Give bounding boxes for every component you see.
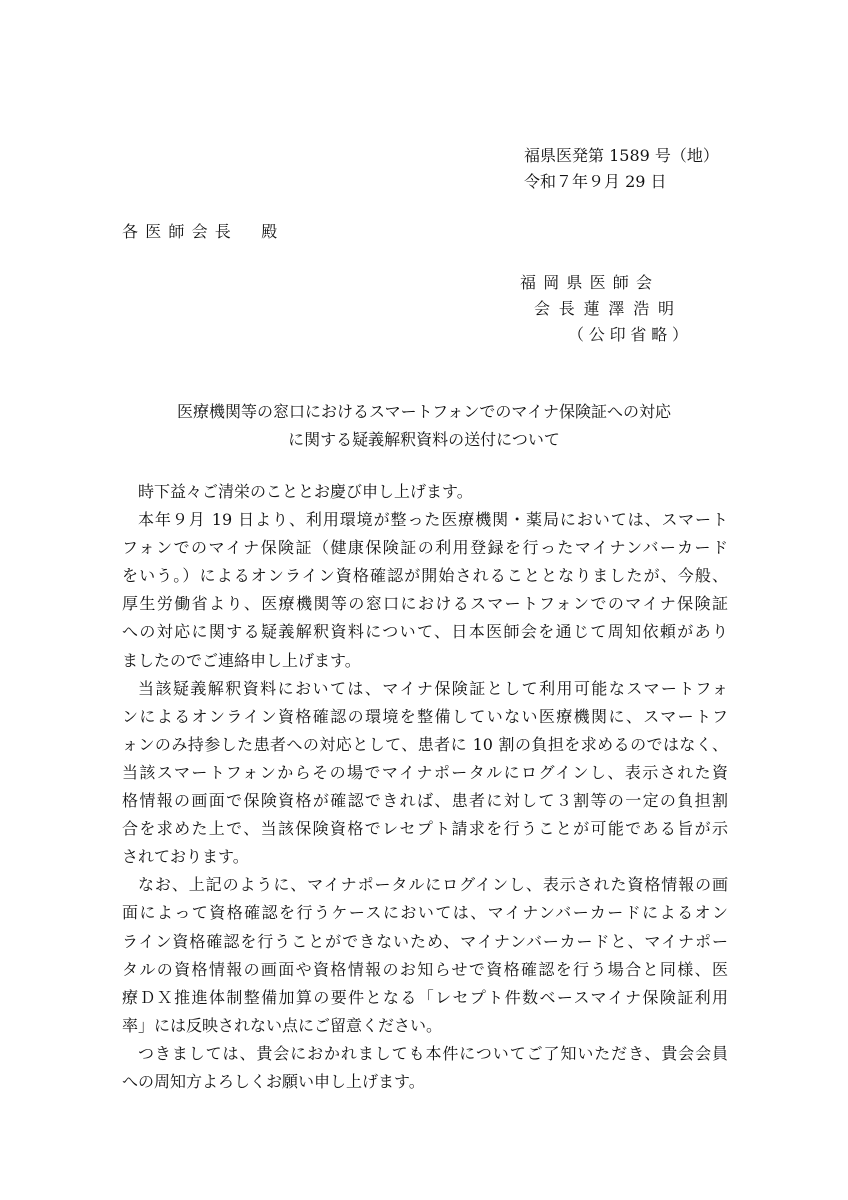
addressee: 各医師会長 殿	[122, 222, 285, 241]
body-line: つきましては、貴会におかれましても本件についてご了知いただき、貴会会員	[138, 1043, 728, 1063]
body-line: 率」には反映されない点にご留意ください。	[122, 1015, 443, 1035]
letter-body	[122, 478, 728, 1096]
body-line: ライン資格確認を行うことができないため、マイナンバーカードと、マイナポー	[122, 931, 728, 951]
body-line: 本年９月 19 日より、利用環境が整った医療機関・薬局においては、スマート	[138, 510, 728, 530]
document-date: 令和７年９月 29 日	[524, 172, 667, 191]
reference-number: 福県医発第 1589 号（地）	[524, 146, 719, 165]
paragraph	[122, 871, 728, 1040]
body-line: 当該スマートフォンからその場でマイナポータルにログインし、表示された資	[122, 762, 728, 782]
paragraph	[122, 675, 728, 872]
seal-omitted-note: （公印省略）	[568, 325, 693, 344]
body-line: タルの資格情報の画面や資格情報のお知らせで資格確認を行う場合と同様、医	[122, 959, 728, 979]
subject-title	[0, 398, 848, 454]
paragraph	[122, 506, 728, 675]
body-line: ましたのでご連絡申し上げます。	[122, 650, 361, 670]
subject-line: に関する疑義解釈資料の送付について	[288, 430, 560, 449]
subject-line: 医療機関等の窓口におけるスマートフォンでのマイナ保険証への対応	[176, 402, 672, 421]
sender-president: 会長蓮澤浩明	[534, 299, 683, 318]
body-line: フォンでのマイナ保険証（健康保険証の利用登録を行ったマイナンバーカード	[122, 538, 728, 558]
body-line: 療ＤＸ推進体制整備加算の要件となる「レセプト件数ベースマイナ保険証利用	[122, 987, 728, 1007]
body-line: 厚生労働省より、医療機関等の窓口におけるスマートフォンでのマイナ保険証	[122, 594, 728, 614]
body-line: ォンのみ持参した患者への対応として、患者に 10 割の負担を求めるのではなく、	[122, 734, 728, 754]
document-header	[524, 143, 719, 195]
body-line: 合を求めた上で、当該保険資格でレセプト請求を行うことが可能である旨が示	[122, 819, 728, 839]
paragraph	[122, 478, 728, 506]
sender-block	[520, 270, 693, 348]
body-line: 格情報の画面で保険資格が確認できれば、患者に対して３割等の一定の負担割	[122, 791, 728, 811]
body-line: なお、上記のように、マイナポータルにログインし、表示された資格情報の画	[138, 875, 728, 895]
body-line: ンによるオンライン資格確認の環境を整備していない医療機関に、スマートフ	[122, 706, 728, 726]
body-line: 面によって資格確認を行うケースにおいては、マイナンバーカードによるオン	[122, 903, 728, 923]
body-line: をいう。）によるオンライン資格確認が開始されることとなりましたが、今般、	[122, 566, 728, 586]
body-line: 当該疑義解釈資料においては、マイナ保険証として利用可能なスマートフォ	[138, 678, 728, 698]
body-line: されております。	[122, 847, 249, 867]
sender-organization: 福岡県医師会	[520, 273, 660, 292]
body-line: 時下益々ご清栄のこととお慶び申し上げます。	[138, 482, 473, 501]
paragraph	[122, 1040, 728, 1096]
body-line: への対応に関する疑義解釈資料について、日本医師会を通じて周知依頼があり	[122, 622, 728, 642]
body-line: への周知方よろしくお願い申し上げます。	[122, 1071, 425, 1091]
